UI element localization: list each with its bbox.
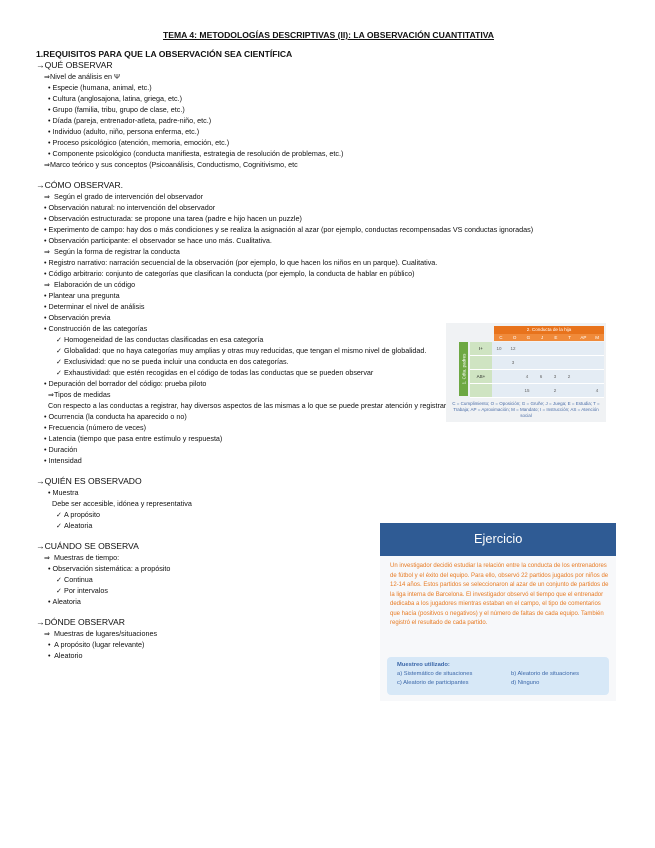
list-item: • Ocurrencia (la conducta ha aparecido o no)	[44, 412, 187, 421]
code-cell: E	[554, 335, 558, 340]
list-item: • Intensidad	[44, 456, 82, 465]
table-row: I+ 10 12	[470, 342, 604, 356]
como-observar-title: →CÓMO OBSERVAR.	[36, 180, 124, 190]
check-item: ✓ Exhaustividad: que estén recogidas en el código de todas las conductas que se pueden observar	[56, 368, 374, 377]
side-header: 1. Cdta. padres	[459, 342, 468, 396]
list-item: • Individuo (adulto, niño, persona enferma, etc.)	[48, 127, 200, 136]
option-d: d) Ninguno	[511, 680, 540, 686]
list-item: • Observación previa	[44, 313, 111, 322]
table-body	[470, 342, 604, 398]
section-heading: 1.REQUISITOS PARA QUE LA OBSERVACIÓN SEA CIENTÍFICA	[36, 49, 293, 59]
option-a: a) Sistemático de situaciones	[397, 671, 473, 677]
check-item: ✓ Exclusividad: que no se pueda incluir una conducta en dos categorías.	[56, 357, 289, 366]
list-item: • Observación natural: no intervención del observador	[44, 203, 216, 212]
list-item: • Especie (humana, animal, etc.)	[48, 83, 152, 92]
code-cell: O	[512, 335, 517, 340]
table-row: AS+ 4 6 3 2	[470, 370, 604, 384]
list-item: • Depuración del borrador del código: prueba piloto	[44, 379, 207, 388]
list-item: • Observación sistemática: a propósito	[48, 564, 171, 573]
nivel-analisis: ⇒Nivel de análisis en Ψ	[44, 72, 120, 81]
exercise-options	[387, 657, 609, 695]
exercise-statement: Un investigador decidió estudiar la relación entre la conducta de los entrenadores de fútbol y el éxito del equipo. Para ello, observó 22 partidos jugados por niños de 12-14 años. Estos partidos se seleccionaron al azar de un conjunto de partidos de la liga interna de Barcelona. El investigador observó el tiempo que el entrenador dedicaba a los jugadores mientras estaban en el campo, el tipo de comentarios que hacía (positivos o negativos) y el número de faltas de cada equipo. También registró el resultado de cada partido.	[390, 563, 609, 626]
list-item: • Duración	[44, 445, 78, 454]
quien-desc: Debe ser accesible, idónea y representativa	[52, 499, 192, 508]
list-item: • Observación participante: el observador se hace uno más. Cualitativa.	[44, 236, 272, 245]
list-item: • Componente psicológico (conducta manifiesta, estrategia de resolución de problemas, etc.)	[48, 149, 344, 158]
list-item: • Latencia (tiempo que pasa entre estímulo y respuesta)	[44, 434, 223, 443]
exercise-title: Ejercicio	[380, 523, 616, 556]
option-b: b) Aleatorio de situaciones	[511, 671, 579, 677]
check-item: ✓ Homogeneidad de las conductas clasificadas en esa categoría	[56, 335, 264, 344]
nivel-list	[36, 82, 621, 159]
donde-title: →DÓNDE OBSERVAR	[36, 617, 125, 627]
list-item: • Plantear una pregunta	[44, 291, 120, 300]
code-cell: AP	[580, 335, 587, 340]
que-observar-title: →QUÉ OBSERVAR	[36, 60, 113, 70]
table-row: 15 2 4	[470, 384, 604, 398]
check-item: ✓ Por intervalos	[56, 586, 108, 595]
list-item: • Determinar el nivel de análisis	[44, 302, 145, 311]
list-item: • Frecuencia (número de veces)	[44, 423, 147, 432]
code-cell: M	[595, 335, 599, 340]
options-title: Muestreo utilizado:	[397, 662, 450, 668]
cuando-title: →CUÁNDO SE OBSERVA	[36, 541, 139, 551]
list-item: • Grupo (familia, tribu, grupo de clase, etc.)	[48, 105, 185, 114]
forma-registro: ⇒ Según la forma de registrar la conducta	[44, 247, 180, 256]
check-item: ✓ Globalidad: que no haya categorías muy amplias y otras muy reducidas, que tengan el mismo nivel de globalidad.	[56, 346, 427, 355]
exercise-figure	[380, 523, 616, 701]
elaboracion-codigo: ⇒ Elaboración de un código	[44, 280, 136, 289]
code-cell: C	[499, 335, 503, 340]
code-cell: G	[526, 335, 531, 340]
option-c: c) Aleatorio de participantes	[397, 680, 469, 686]
code-header-row	[494, 334, 604, 341]
list-item: • Registro narrativo: narración secuencial de la observación (por ejemplo, lo que hacen los niños en un parque). Cualitativa.	[44, 258, 438, 267]
table-legend: C = Cumplimiento; O = Oposición; G = Gruñe; J = Juega; E = Estudia; T = Trabaja; AP = Aproximación; M = Mandato; I = Instrucción; AS = Atención social	[452, 401, 600, 418]
observation-code-table-figure	[446, 323, 606, 422]
list-item: • Cultura (anglosajona, latina, griega, etc.)	[48, 94, 182, 103]
list-item: • Muestra	[48, 488, 79, 497]
tipos-desc: Con respecto a las conductas a registrar, hay diversos aspectos de las mismas a lo que se puede prestar atención y registrar	[48, 401, 447, 410]
muestras-lugares: ⇒ Muestras de lugares/situaciones	[44, 629, 158, 638]
tipos-medidas: ⇒Tipos de medidas	[48, 390, 111, 399]
grado-intervencion: ⇒ Según el grado de intervención del observador	[44, 192, 204, 201]
page-title: TEMA 4: METODOLOGÍAS DESCRIPTIVAS (II): LA OBSERVACIÓN CUANTITATIVA	[162, 30, 495, 40]
list-item: • Díada (pareja, entrenador-atleta, padre-niño, etc.)	[48, 116, 212, 125]
list-item: • Código arbitrario: conjunto de categorías que clasifican la conducta (por ejemplo, la conducta de hablar en público)	[44, 269, 415, 278]
muestras-tiempo: ⇒ Muestras de tiempo:	[44, 553, 120, 562]
marco-teorico: ⇒Marco teórico y sus conceptos (Psicoanálisis, Conductismo, Cognitivismo, etc	[44, 160, 298, 169]
list-item: • Aleatorio	[48, 651, 83, 660]
check-item: ✓ Aleatoria	[56, 521, 93, 530]
list-item: • Observación estructurada: se propone una tarea (padre e hijo hacen un puzzle)	[44, 214, 302, 223]
list-item: • Construcción de las categorías	[44, 324, 148, 333]
list-item: • A propósito (lugar relevante)	[48, 640, 145, 649]
list-item: • Proceso psicológico (atención, memoria, emoción, etc.)	[48, 138, 230, 147]
quien-title: →QUIÉN ES OBSERVADO	[36, 476, 142, 486]
code-cell: J	[541, 335, 544, 340]
table-row: 3	[470, 356, 604, 370]
code-cell: T	[568, 335, 571, 340]
table-header: 2. Conducta de la hija	[494, 326, 604, 334]
check-item: ✓ Continua	[56, 575, 93, 584]
list-item: • Aleatoria	[48, 597, 81, 606]
check-item: ✓ A propósito	[56, 510, 100, 519]
list-item: • Experimento de campo: hay dos o más condiciones y se realiza la asignación al azar (por ejemplo, conductas recompensadas VS conductas ignoradas)	[44, 225, 534, 234]
